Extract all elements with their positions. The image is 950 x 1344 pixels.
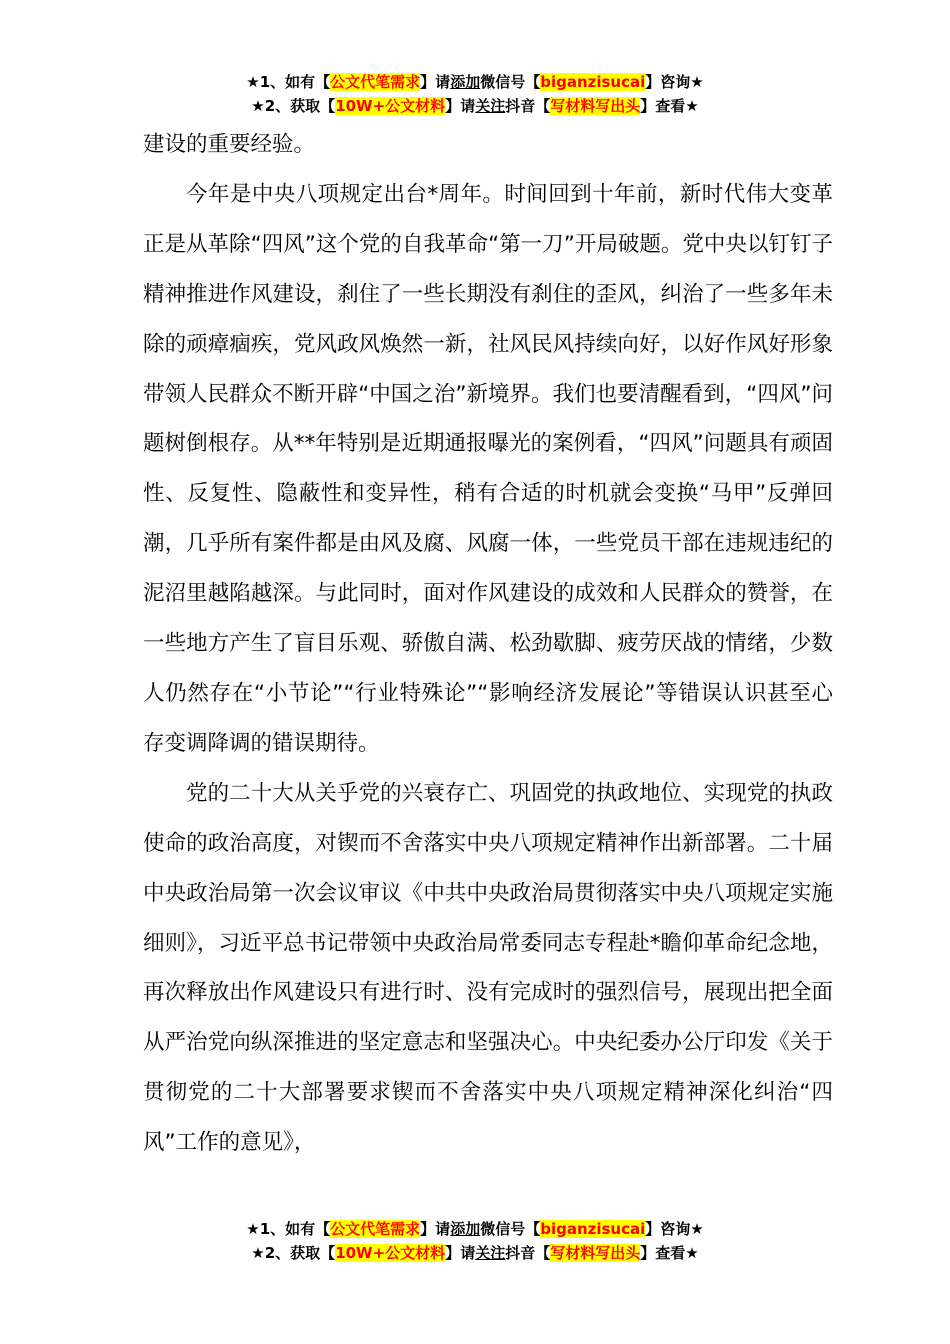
promo-text: ★1、如有【 [246,1220,331,1238]
promo-highlight: 公文代笔需求 [330,73,421,91]
promo-underlined: 关注 [475,1244,506,1262]
promo-text: 微信号【 [480,1220,541,1238]
promo-highlight: 公文代笔需求 [330,1220,421,1238]
promo-text: 】查看★ [640,1244,699,1262]
promo-highlight-douyin: 写材料写出头 [550,1244,641,1262]
promo-line-1 [0,1217,950,1241]
promo-text: 】请 [420,1220,451,1238]
promo-text: ★2、获取【 [251,1244,336,1262]
promo-highlight-wechat: biganzisucai [540,73,646,91]
promo-highlight-douyin: 写材料写出头 [550,97,641,115]
promo-line-2 [0,1241,950,1265]
promo-underlined: 关注 [475,97,506,115]
promo-line-2 [0,94,950,118]
paragraph-1: 今年是中央八项规定出台*周年。时间回到十年前，新时代伟大变革正是从革除“四风”这个党的自我革命“第一刀”开局破题。党中央以钉钉子精神推进作风建设，刹住了一些长期没有刹住的歪风，纠治了一些多年未除的顽瘴痼疾，党风政风焕然一新，社风民风持续向好，以好作风好形象带领人民群众不断开辟“中国之治”新境界。我们也要清醒看到，“四风”问题树倒根存。从**年特别是近期通报曝光的案例看，“四风”问题具有顽固性、反复性、隐蔽性和变异性，稍有合适的时机就会变换“马甲”反弹回潮，几乎所有案件都是由风及腐、风腐一体，一些党员干部在违规违纪的泥沼里越陷越深。与此同时，面对作风建设的成效和人民群众的赞誉，在一些地方产生了盲目乐观、骄傲自满、松劲歇脚、疲劳厌战的情绪，少数人仍然存在“小节论”“行业特殊论”“影响经济发展论”等错误认识甚至心存变调降调的错误期待。 [143,181,833,756]
promo-underlined: 添加 [450,1220,481,1238]
promo-highlight-wechat: biganzisucai [540,1220,646,1238]
promo-text: 微信号【 [480,73,541,91]
promo-underlined: 添加 [450,73,481,91]
promo-text: 抖音【 [505,1244,551,1262]
promo-highlight: 10W+公文材料 [335,1244,446,1262]
promo-text: 】咨询★ [645,1220,704,1238]
promo-text: ★1、如有【 [246,73,331,91]
promo-text: 抖音【 [505,97,551,115]
promo-text: 】咨询★ [645,73,704,91]
promo-text: 】查看★ [640,97,699,115]
promo-line-1 [0,70,950,94]
paragraph-2: 党的二十大从关乎党的兴衰存亡、巩固党的执政地位、实现党的执政使命的政治高度，对锲而不舍落实中央八项规定精神作出新部署。二十届中央政治局第一次会议审议《中共中央政治局贯彻落实中央八项规定实施细则》，习近平总书记带领中央政治局常委同志专程赴*瞻仰革命纪念地，再次释放出作风建设只有进行时、没有完成时的强烈信号，展现出把全面从严治党向纵深推进的坚定意志和坚强决心。中央纪委办公厅印发《关于贯彻党的二十大部署要求锲而不舍落实中央八项规定精神深化纠治“四风”工作的意见》， [143,780,833,1156]
promo-text: 】请 [445,1244,476,1262]
promo-text: 】请 [445,97,476,115]
promo-text: ★2、获取【 [251,97,336,115]
promo-text: 】请 [420,73,451,91]
header-promo-banner [0,70,950,118]
document-body [143,120,833,1168]
promo-highlight: 10W+公文材料 [335,97,446,115]
lead-line: 建设的重要经验。 [143,132,316,157]
footer-promo-banner [0,1217,950,1265]
